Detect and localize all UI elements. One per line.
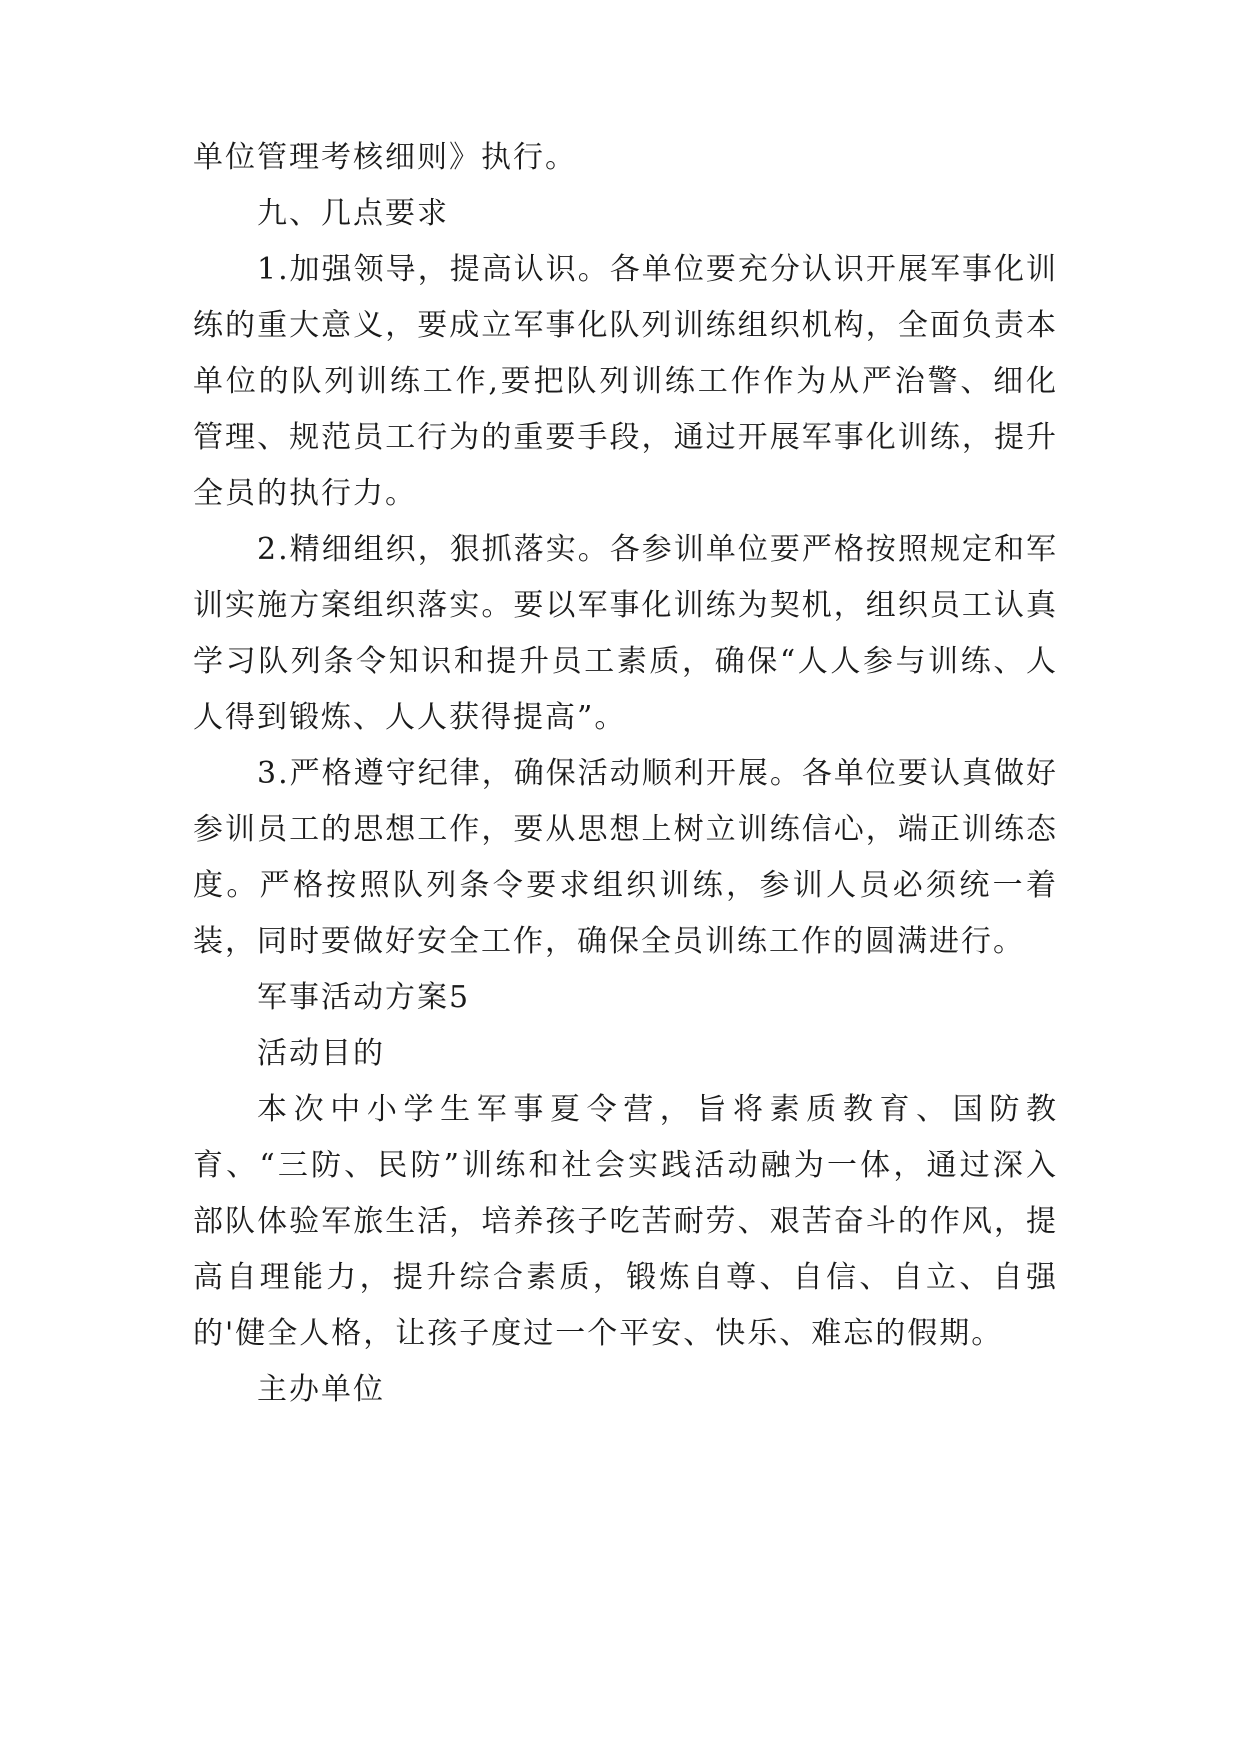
paragraph-requirement-3: 3.严格遵守纪律，确保活动顺利开展。各单位要认真做好参训员工的思想工作，要从思想上树立训练信心，端正训练态度。严格按照队列条令要求组织训练，参训人员必须统一着装，同时要做好安全工作，确保全员训练工作的圆满进行。 <box>193 756 1058 959</box>
paragraph-requirement-2: 2.精细组织，狠抓落实。各参训单位要严格按照规定和军训实施方案组织落实。要以军事化训练为契机，组织员工认真学习队列条令知识和提升员工素质，确保“人人参与训练、人人得到锻炼、人人获得提高”。 <box>193 532 1058 735</box>
paragraph-requirement-1: 1.加强领导，提高认识。各单位要充分认识开展军事化训练的重大意义，要成立军事化队列训练组织机构，全面负责本单位的队列训练工作,要把队列训练工作作为从严治警、细化管理、规范员工行为的重要手段，通过开展军事化训练，提升全员的执行力。 <box>193 252 1058 511</box>
subheading-activity-purpose: 活动目的 <box>257 1036 385 1071</box>
paragraph-activity-purpose: 本次中小学生军事夏令营，旨将素质教育、国防教育、“三防、民防”训练和社会实践活动融为一体，通过深入部队体验军旅生活，培养孩子吃苦耐劳、艰苦奋斗的作风，提高自理能力，提升综合素质，锻炼自尊、自信、自立、自强的'健全人格，让孩子度过一个平安、快乐、难忘的假期。 <box>193 1092 1058 1351</box>
section-heading-requirements: 九、几点要求 <box>257 196 449 231</box>
subheading-organizer: 主办单位 <box>257 1372 385 1407</box>
document-body <box>193 130 1058 1418</box>
paragraph-continuation: 单位管理考核细则》执行。 <box>193 140 577 175</box>
section-heading-plan-5: 军事活动方案5 <box>257 980 471 1015</box>
